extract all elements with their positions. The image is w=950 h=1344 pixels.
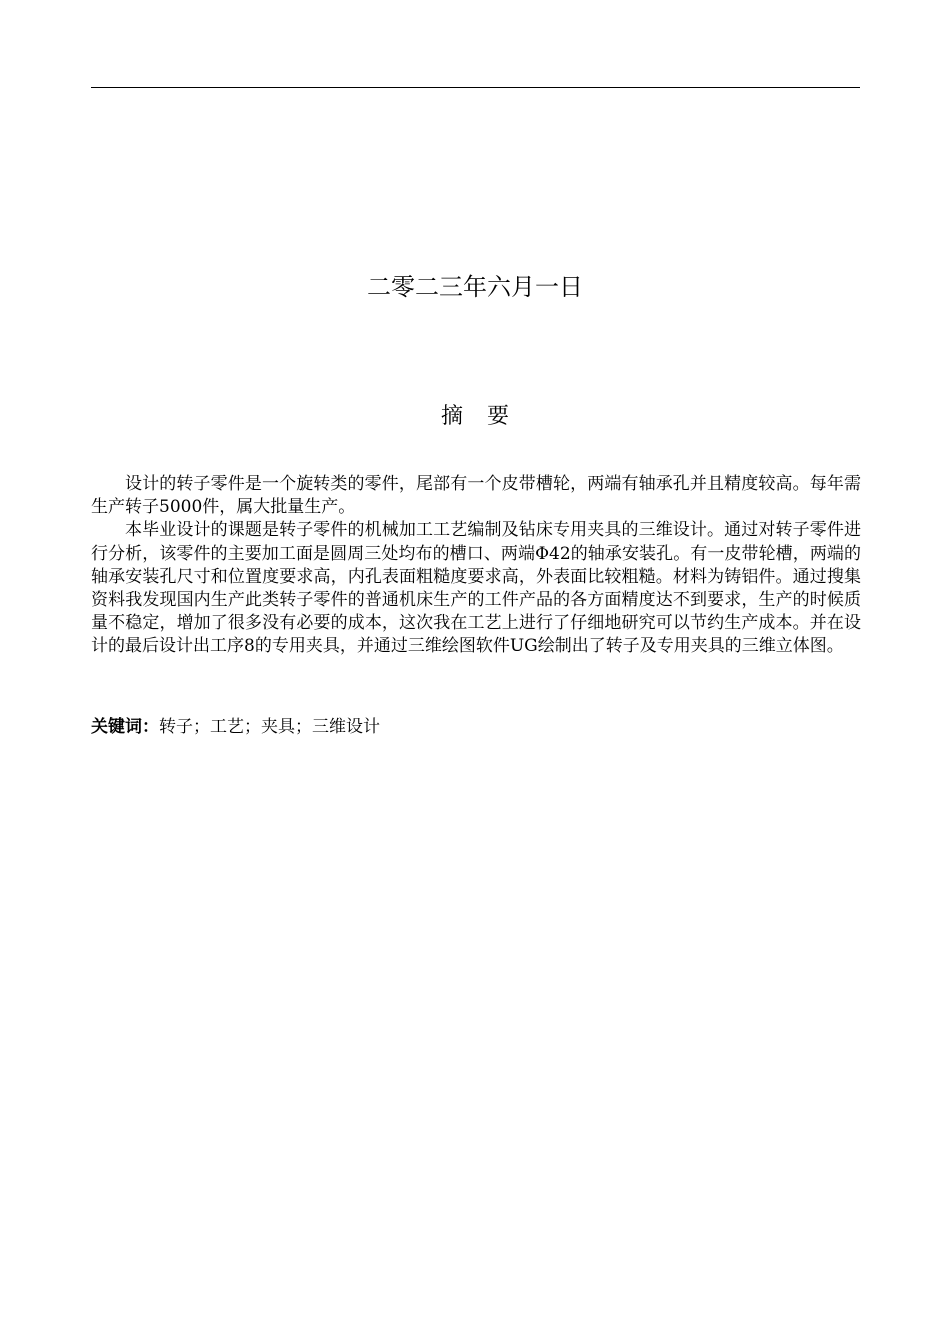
abstract-body — [91, 473, 861, 659]
keywords-line — [91, 715, 861, 739]
date-line: 二零二三年六月一日 — [367, 273, 583, 301]
abstract-paragraph: 设计的转子零件是一个旋转类的零件，尾部有一个皮带槽轮，两端有轴承孔并且精度较高。每年需生产转子5000件，属大批量生产。 — [91, 474, 861, 518]
keywords-text: 转子；工艺；夹具；三维设计 — [159, 717, 380, 737]
keywords-label: 关键词： — [91, 717, 159, 737]
abstract-title: 摘要 — [440, 404, 533, 429]
header-rule — [91, 87, 860, 88]
abstract-paragraph: 本毕业设计的课题是转子零件的机械加工工艺编制及钻床专用夹具的三维设计。通过对转子零件进行分析，该零件的主要加工面是圆周三处均布的槽口、两端Φ42的轴承安装孔。有一皮带轮槽，两端的轴承安装孔尺寸和位置度要求高，内孔表面粗糙度要求高，外表面比较粗糙。材料为铸铝件。通过搜集资料我发现国内生产此类转子零件的普通机床生产的工件产品的各方面精度达不到要求，生产的时候质量不稳定，增加了很多没有必要的成本，这次我在工艺上进行了仔细地研究可以节约生产成本。并在设计的最后设计出工序8的专用夹具，并通过三维绘图软件UG绘制出了转子及专用夹具的三维立体图。 — [91, 520, 861, 657]
